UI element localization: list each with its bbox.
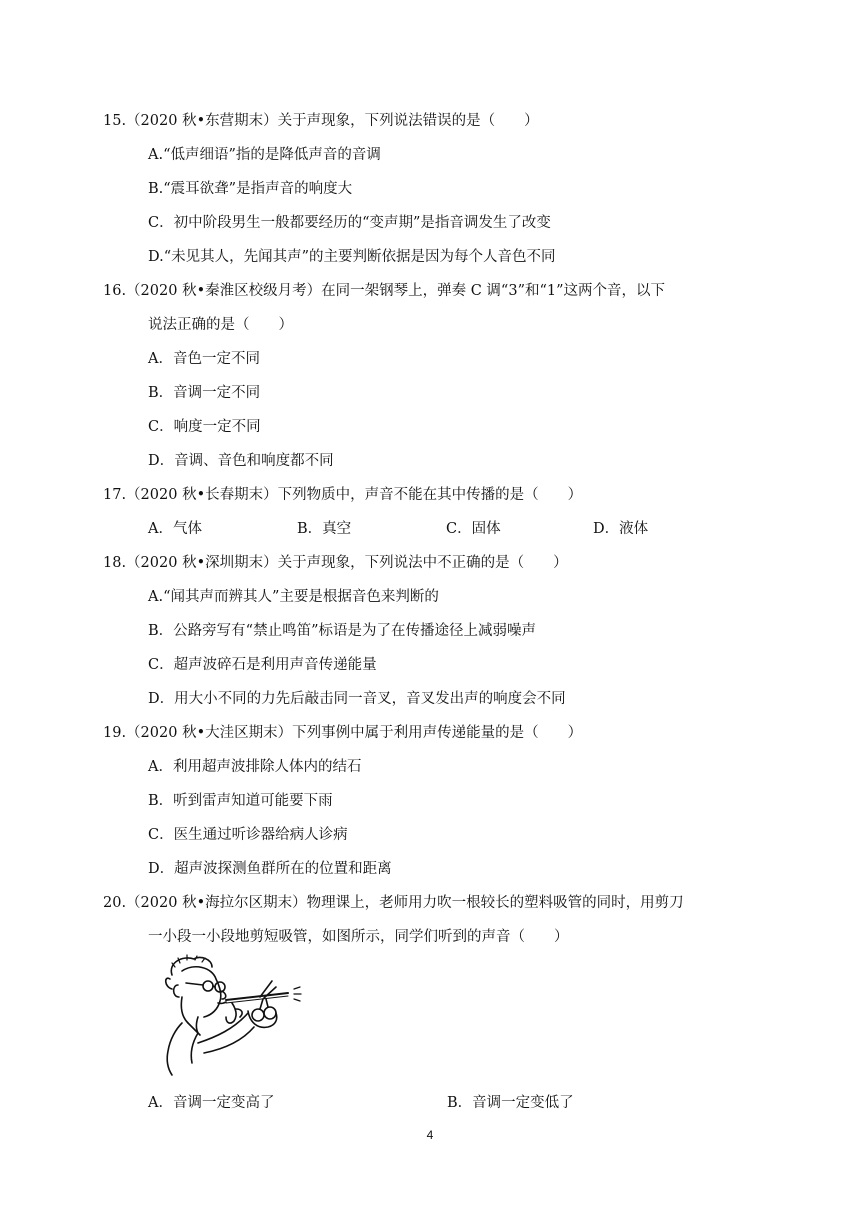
- question-16-option-d: D．音调、音色和响度都不同: [148, 453, 334, 469]
- question-19-option-a: A．利用超声波排除人体内的结石: [148, 759, 362, 775]
- question-20-option-b: B．音调一定变低了: [447, 1095, 574, 1111]
- question-20-stem-line1: 20.（2020 秋•海拉尔区期末）物理课上，老师用力吹一根较长的塑料吸管的同时，用剪刀: [103, 895, 684, 911]
- question-17-stem: 17.（2020 秋•长春期末）下列物质中，声音不能在其中传播的是（ ）: [103, 487, 583, 503]
- question-18-option-a: A.“闻其声而辨其人”主要是根据音色来判断的: [148, 589, 439, 605]
- question-18-stem: 18.（2020 秋•深圳期末）关于声现象，下列说法中不正确的是（ ）: [103, 555, 568, 571]
- question-15-option-d: D.“未见其人，先闻其声”的主要判断依据是因为每个人音色不同: [148, 249, 556, 265]
- question-19-stem: 19.（2020 秋•大洼区期末）下列事例中属于利用声传递能量的是（ ）: [103, 725, 583, 741]
- question-15-option-a: A.“低声细语”指的是降低声音的音调: [148, 147, 381, 163]
- question-16-stem-line1: 16.（2020 秋•秦淮区校级月考）在同一架钢琴上，弹奏 C 调“3”和“1”这两个音，以下: [103, 283, 666, 299]
- question-17-option-d: D．液体: [593, 521, 649, 537]
- question-17-option-b: B．真空: [297, 521, 352, 537]
- question-19-option-d: D．超声波探测鱼群所在的位置和距离: [148, 861, 392, 877]
- question-15-option-b: B.“震耳欲聋”是指声音的响度大: [148, 181, 353, 197]
- question-16-option-a: A．音色一定不同: [148, 351, 260, 367]
- question-20-option-a: A．音调一定变高了: [148, 1095, 275, 1111]
- question-18-option-d: D．用大小不同的力先后敲击同一音叉，音叉发出声的响度会不同: [148, 691, 566, 707]
- question-16-option-b: B．音调一定不同: [148, 385, 261, 401]
- question-17-option-a: A．气体: [148, 521, 202, 537]
- question-18-option-c: C．超声波碎石是利用声音传递能量: [148, 657, 377, 673]
- page-number: 4: [426, 1128, 434, 1142]
- question-16-option-c: C．响度一定不同: [148, 419, 261, 435]
- question-17-options-row: [148, 519, 708, 539]
- question-19-option-b: B．听到雷声知道可能要下雨: [148, 793, 333, 809]
- teacher-straw-scissors-illustration: [142, 953, 312, 1077]
- question-20-stem-line2: 一小段一小段地剪短吸管，如图所示，同学们听到的声音（ ）: [148, 929, 569, 945]
- question-19-option-c: C．医生通过听诊器给病人诊病: [148, 827, 348, 843]
- question-15-stem: 15.（2020 秋•东营期末）关于声现象，下列说法错误的是（ ）: [103, 113, 539, 129]
- question-18-option-b: B．公路旁写有“禁止鸣笛”标语是为了在传播途径上减弱噪声: [148, 623, 536, 639]
- question-15-option-c: C．初中阶段男生一般都要经历的“变声期”是指音调发生了改变: [148, 215, 551, 231]
- question-16-stem-line2: 说法正确的是（ ）: [148, 317, 293, 333]
- question-17-option-c: C．固体: [446, 521, 501, 537]
